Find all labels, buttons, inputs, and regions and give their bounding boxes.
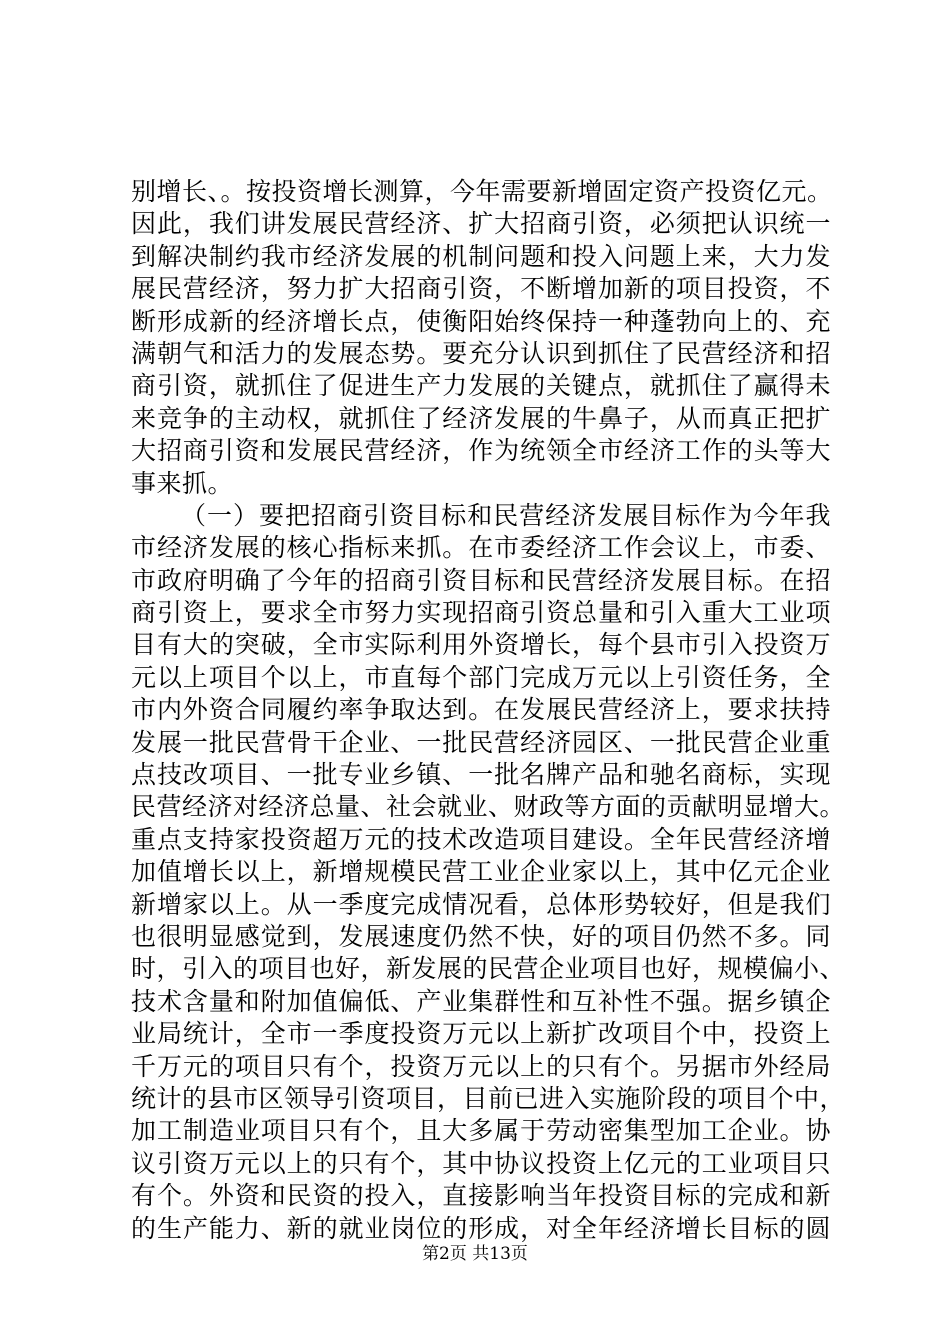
text-line: 事来抓。 (131, 468, 234, 498)
paragraph-1 (131, 176, 831, 500)
text-line: 有个。外资和民资的投入，直接影响当年投资目标的完成和新 (131, 1181, 831, 1211)
text-line: 别增长、。按投资增长测算，今年需要新增固定资产投资亿元。 (131, 177, 833, 206)
text-line: 新增家以上。从一季度完成情况看，总体形势较好，但是我们 (131, 889, 831, 919)
text-line: （一）要把招商引资目标和民营经济发展目标作为今年我 (181, 500, 831, 530)
text-line: 也很明显感觉到，发展速度仍然不快，好的项目仍然不多。同 (131, 921, 831, 951)
body-text (131, 176, 846, 1245)
text-line: 业局统计，全市一季度投资万元以上新扩改项目个中，投资上 (131, 1019, 831, 1049)
text-line: 大招商引资和发展民营经济，作为统领全市经济工作的头等大 (131, 436, 831, 466)
text-line: 满朝气和活力的发展态势。要充分认识到抓住了民营经济和招 (131, 338, 831, 368)
text-line: 的生产能力、新的就业岗位的形成，对全年经济增长目标的圆 (131, 1213, 831, 1243)
text-line: 市经济发展的核心指标来抓。在市委经济工作会议上，市委、 (131, 533, 831, 563)
text-line: 议引资万元以上的只有个，其中协议投资上亿元的工业项目只 (131, 1148, 831, 1178)
text-line: 发展一批民营骨干企业、一批民营经济园区、一批民营企业重 (131, 727, 831, 757)
text-line: 断形成新的经济增长点，使衡阳始终保持一种蓬勃向上的、充 (131, 306, 831, 336)
text-line: 来竞争的主动权，就抓住了经济发展的牛鼻子，从而真正把扩 (131, 403, 831, 433)
text-line: 统计的县市区领导引资项目，目前已进入实施阶段的项目个中， (131, 1083, 846, 1113)
text-line: 因此，我们讲发展民营经济、扩大招商引资，必须把认识统一 (131, 209, 831, 239)
text-line: 市内外资合同履约率争取达到。在发展民营经济上，要求扶持 (131, 695, 831, 725)
text-line: 重点支持家投资超万元的技术改造项目建设。全年民营经济增 (131, 824, 831, 854)
text-line: 市政府明确了今年的招商引资目标和民营经济发展目标。在招 (131, 565, 831, 595)
text-line: 技术含量和附加值偏低、产业集群性和互补性不强。据乡镇企 (131, 986, 831, 1016)
text-line: 元以上项目个以上，市直每个部门完成万元以上引资任务，全 (131, 662, 831, 692)
text-line: 千万元的项目只有个，投资万元以上的只有个。另据市外经局 (131, 1051, 831, 1081)
text-line: 点技改项目、一批专业乡镇、一批名牌产品和驰名商标，实现 (131, 760, 831, 790)
text-line: 展民营经济，努力扩大招商引资，不断增加新的项目投资，不 (131, 274, 831, 304)
text-line: 时，引入的项目也好，新发展的民营企业项目也好，规模偏小、 (131, 954, 846, 984)
text-line: 加值增长以上，新增规模民营工业企业家以上，其中亿元企业 (131, 857, 831, 887)
text-line: 到解决制约我市经济发展的机制问题和投入问题上来，大力发 (131, 241, 831, 271)
text-line: 民营经济对经济总量、社会就业、财政等方面的贡献明显增大。 (131, 792, 846, 822)
text-line: 商引资，就抓住了促进生产力发展的关键点，就抓住了赢得未 (131, 371, 831, 401)
text-line: 目有大的突破，全市实际利用外资增长，每个县市引入投资万 (131, 630, 831, 660)
page-footer: 第2页 共13页 (422, 1244, 528, 1264)
text-line: 加工制造业项目只有个，且大多属于劳动密集型加工企业。协 (131, 1116, 831, 1146)
paragraph-2 (131, 500, 846, 1245)
text-line: 商引资上，要求全市努力实现招商引资总量和引入重大工业项 (131, 598, 831, 628)
